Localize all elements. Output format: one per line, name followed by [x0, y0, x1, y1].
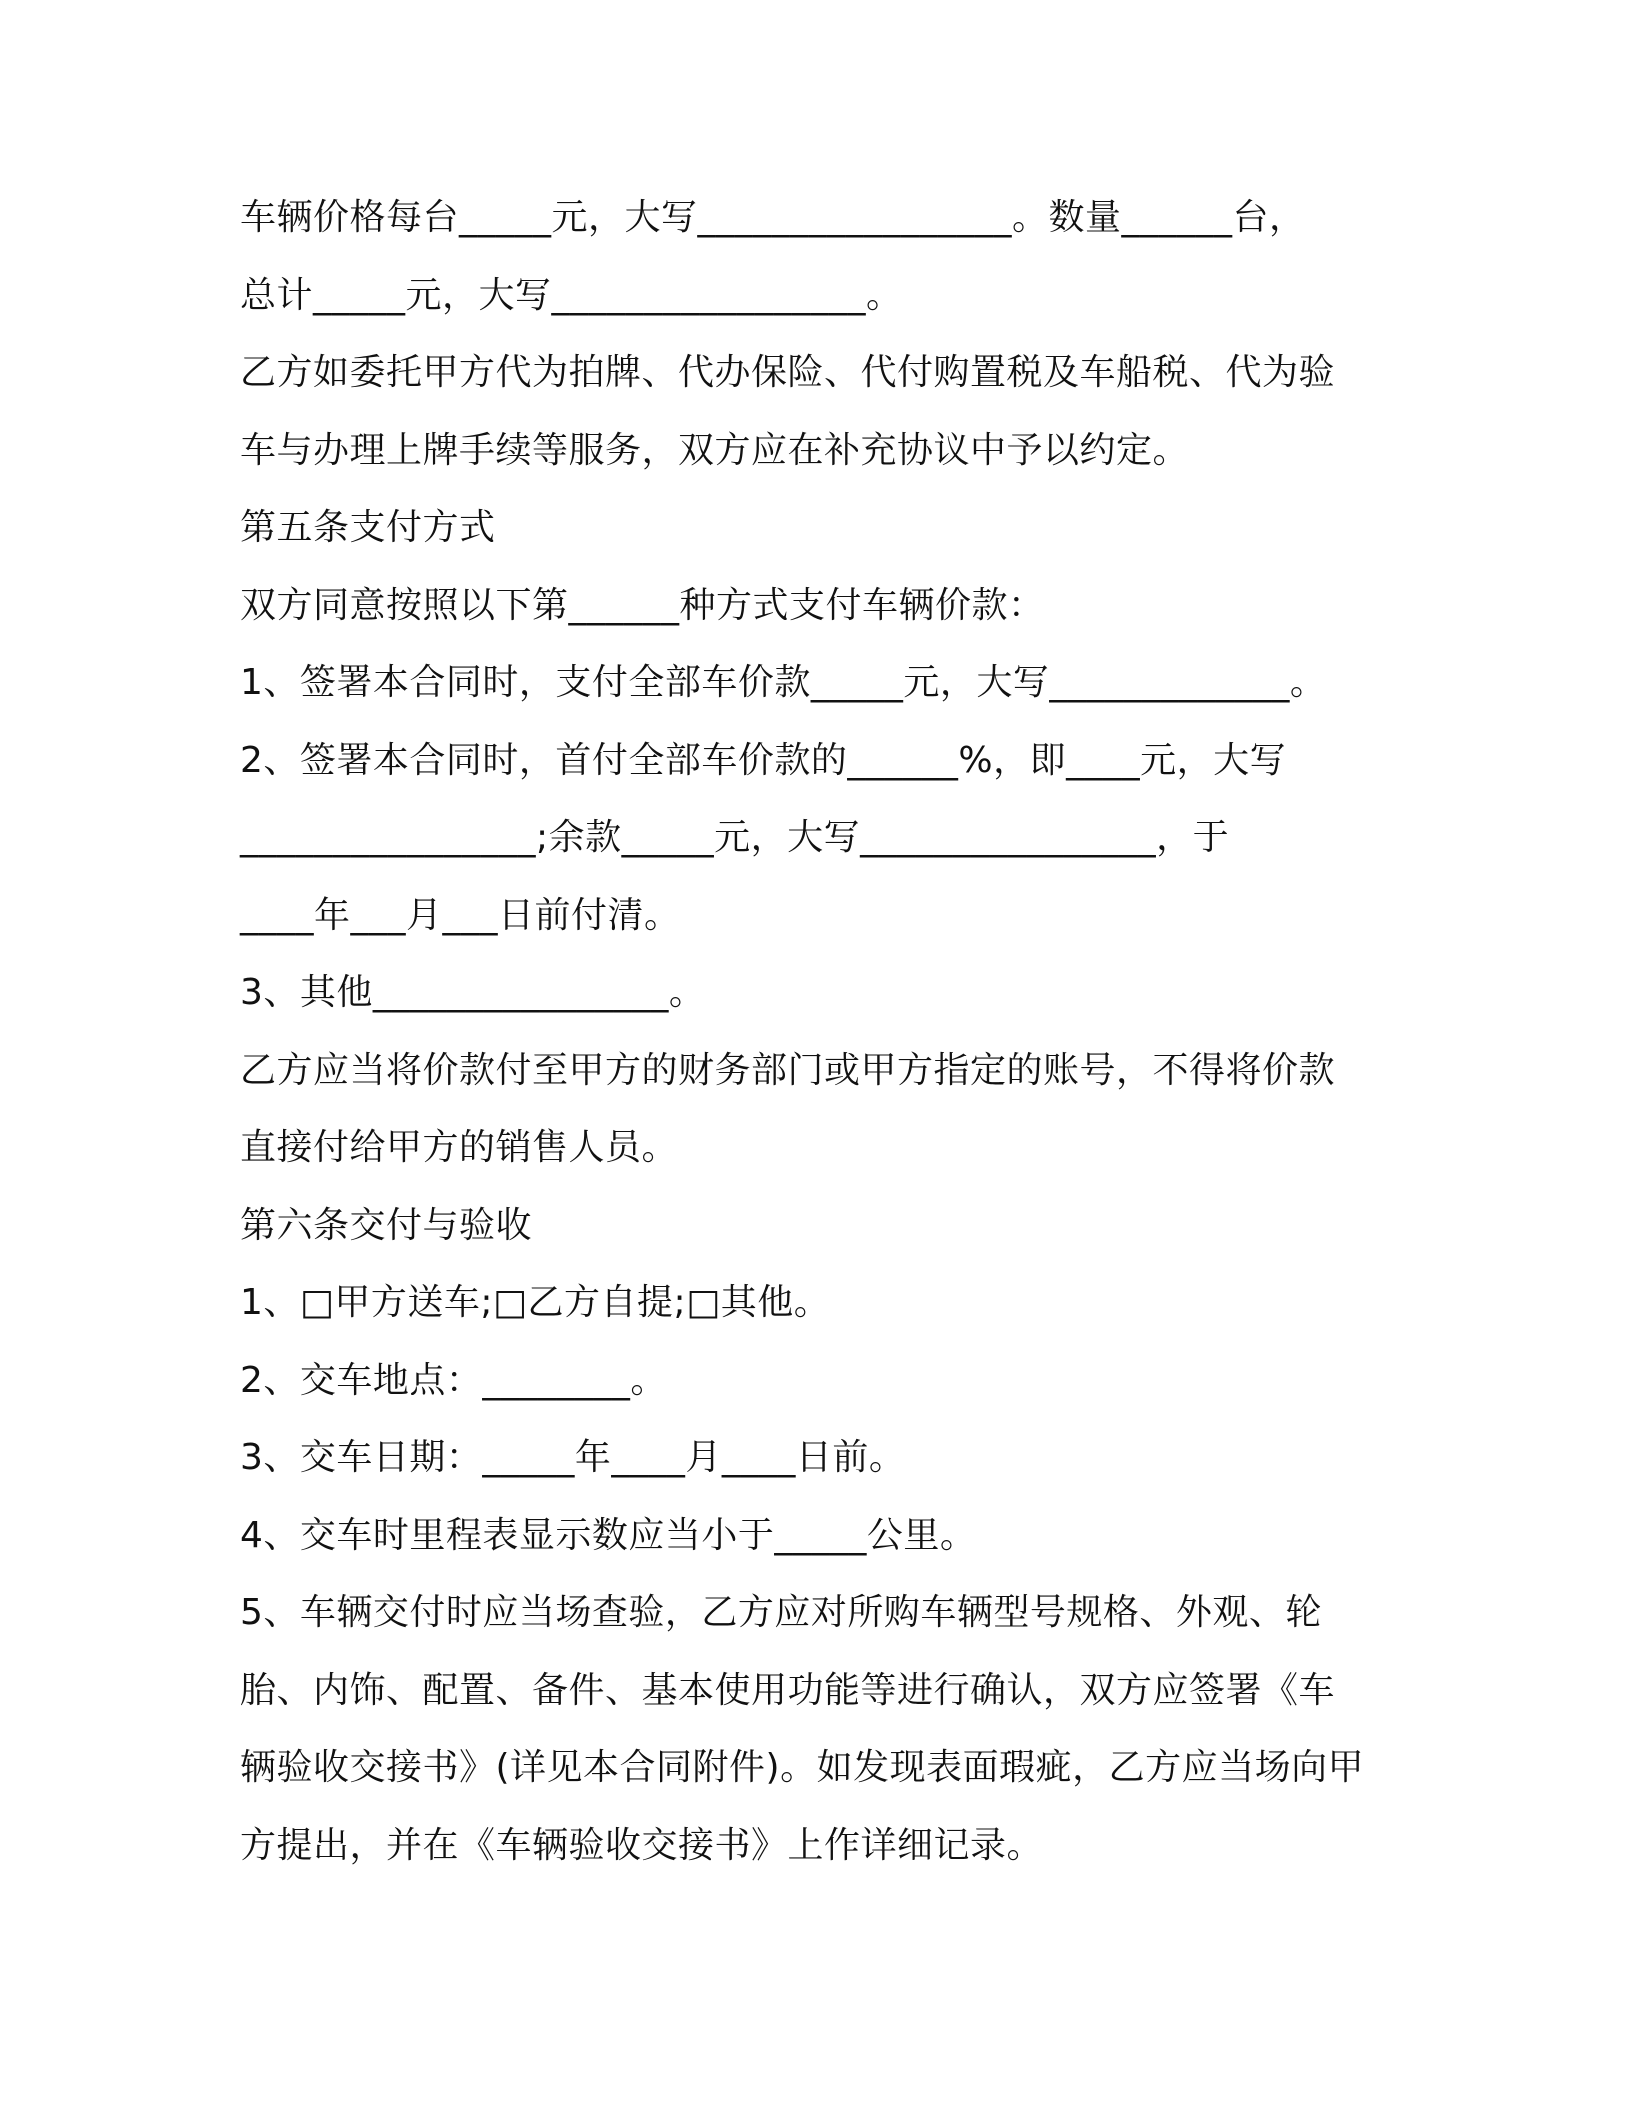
delivery-location: 2、交车地点：________。 [240, 1359, 667, 1401]
total-price-line: 总计_____元，大写_________________。 [240, 274, 903, 316]
price-per-vehicle-line: 车辆价格每台_____元，大写_________________。数量______台， [240, 197, 1306, 238]
inspection-line-1: 5、车辆交付时应当场查验，乙方应对所购车辆型号规格、外观、轮 [240, 1592, 1322, 1633]
payment-option-2-line-1: 2、签署本合同时，首付全部车价款的______%，即____元，大写 [240, 739, 1287, 781]
payment-method-choice: 双方同意按照以下第______种方式支付车辆价款： [240, 584, 1045, 626]
article-6-heading: 第六条交付与验收 [240, 1204, 533, 1246]
payment-account-line-1: 乙方应当将价款付至甲方的财务部门或甲方指定的账号，不得将价款 [240, 1049, 1336, 1091]
payment-account-line-2: 直接付给甲方的销售人员。 [240, 1127, 679, 1168]
odometer-limit: 4、交车时里程表显示数应当小于_____公里。 [240, 1514, 977, 1556]
inspection-line-3: 辆验收交接书》(详见本合同附件)。如发现表面瑕疵，乙方应当场向甲 [240, 1747, 1365, 1788]
payment-option-2-line-3: ____年___月___日前付清。 [240, 894, 681, 936]
contract-body [240, 188, 1400, 1893]
inspection-line-4: 方提出，并在《车辆验收交接书》上作详细记录。 [240, 1824, 1044, 1866]
payment-option-2-line-2: ________________;余款_____元，大写________________，于 [240, 817, 1230, 858]
payment-option-1: 1、签署本合同时，支付全部车价款_____元，大写_____________。 [240, 662, 1327, 703]
payment-option-3: 3、其他________________。 [240, 972, 706, 1013]
article-5-heading: 第五条支付方式 [240, 507, 496, 548]
delivery-date: 3、交车日期：_____年____月____日前。 [240, 1437, 906, 1478]
inspection-line-2: 胎、内饰、配置、备件、基本使用功能等进行确认，双方应签署《车 [240, 1669, 1336, 1711]
entrusted-services-line-1: 乙方如委托甲方代为拍牌、代办保险、代付购置税及车船税、代为验 [240, 352, 1336, 393]
delivery-method: 1、□甲方送车;□乙方自提;□其他。 [240, 1282, 831, 1323]
entrusted-services-line-2: 车与办理上牌手续等服务，双方应在补充协议中予以约定。 [240, 429, 1190, 471]
